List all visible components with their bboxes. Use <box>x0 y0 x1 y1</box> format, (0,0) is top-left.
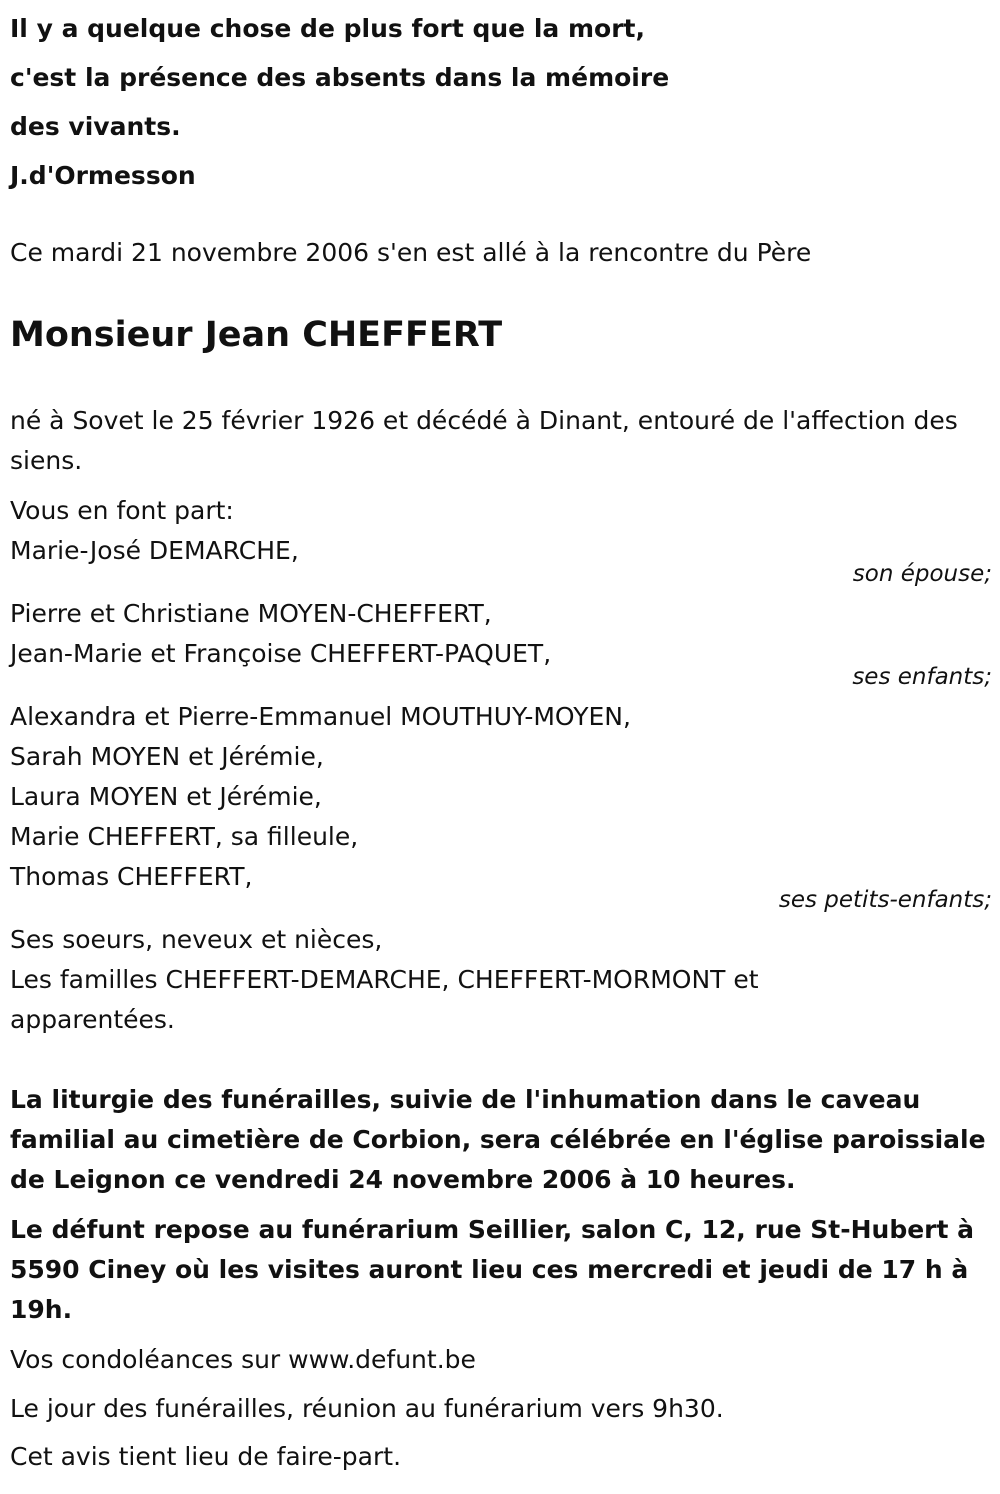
condolences-text: Vos condoléances sur www.defunt.be <box>10 1345 476 1374</box>
other-relatives <box>10 920 992 1040</box>
quote-line: c'est la présence des absents dans la mémoire <box>10 63 670 92</box>
quote-author: J.d'Ormesson <box>10 161 196 190</box>
children-role: ses enfants; <box>852 664 992 690</box>
grandchild-name: Marie CHEFFERT, sa filleule, <box>10 822 359 851</box>
liturgy-text: La liturgie des funérailles, suivie de l'inhumation dans le caveau familial au cimetière de Corbion, sera célébrée en l'église paroissiale de Leignon ce vendredi 24 novembre 2006 à 10 heures. <box>10 1085 986 1194</box>
resting-place-text: Le défunt repose au funérarium Seillier, salon C, 12, rue St-Hubert à 5590 Ciney où les visites auront lieu ces mercredi et jeudi de 17 h à 19h. <box>10 1215 975 1324</box>
quote-line: des vivants. <box>10 112 181 141</box>
meeting-text: Le jour des funérailles, réunion au funérarium vers 9h30. <box>10 1394 724 1423</box>
grandchildren-list <box>10 697 992 897</box>
child-name: Jean-Marie et Françoise CHEFFERT-PAQUET, <box>10 639 552 668</box>
grandchildren-role: ses petits-enfants; <box>778 887 992 913</box>
closing-text: Cet avis tient lieu de faire-part. <box>10 1442 402 1471</box>
deceased-name: Monsieur Jean CHEFFERT <box>10 315 503 355</box>
grandchild-name: Laura MOYEN et Jérémie, <box>10 782 322 811</box>
quote-line: Il y a quelque chose de plus fort que la mort, <box>10 14 645 43</box>
birth-death-text: né à Sovet le 25 février 1926 et décédé à Dinant, entouré de l'affection des siens. <box>10 406 958 475</box>
spouse-role: son épouse; <box>852 561 992 587</box>
children-list <box>10 594 992 674</box>
intro-text: Ce mardi 21 novembre 2006 s'en est allé à la rencontre du Père <box>10 238 812 267</box>
quote <box>10 4 992 200</box>
grandchild-name: Alexandra et Pierre-Emmanuel MOUTHUY-MOYEN, <box>10 702 631 731</box>
relatives-line: Les familles CHEFFERT-DEMARCHE, CHEFFERT-MORMONT et apparentées. <box>10 965 759 1034</box>
announcers-intro: Vous en font part: <box>10 496 234 525</box>
spouse-name: Marie-José DEMARCHE, <box>10 536 299 565</box>
child-name: Pierre et Christiane MOYEN-CHEFFERT, <box>10 599 492 628</box>
relatives-line: Ses soeurs, neveux et nièces, <box>10 925 383 954</box>
grandchild-name: Sarah MOYEN et Jérémie, <box>10 742 324 771</box>
grandchild-name: Thomas CHEFFERT, <box>10 862 253 891</box>
